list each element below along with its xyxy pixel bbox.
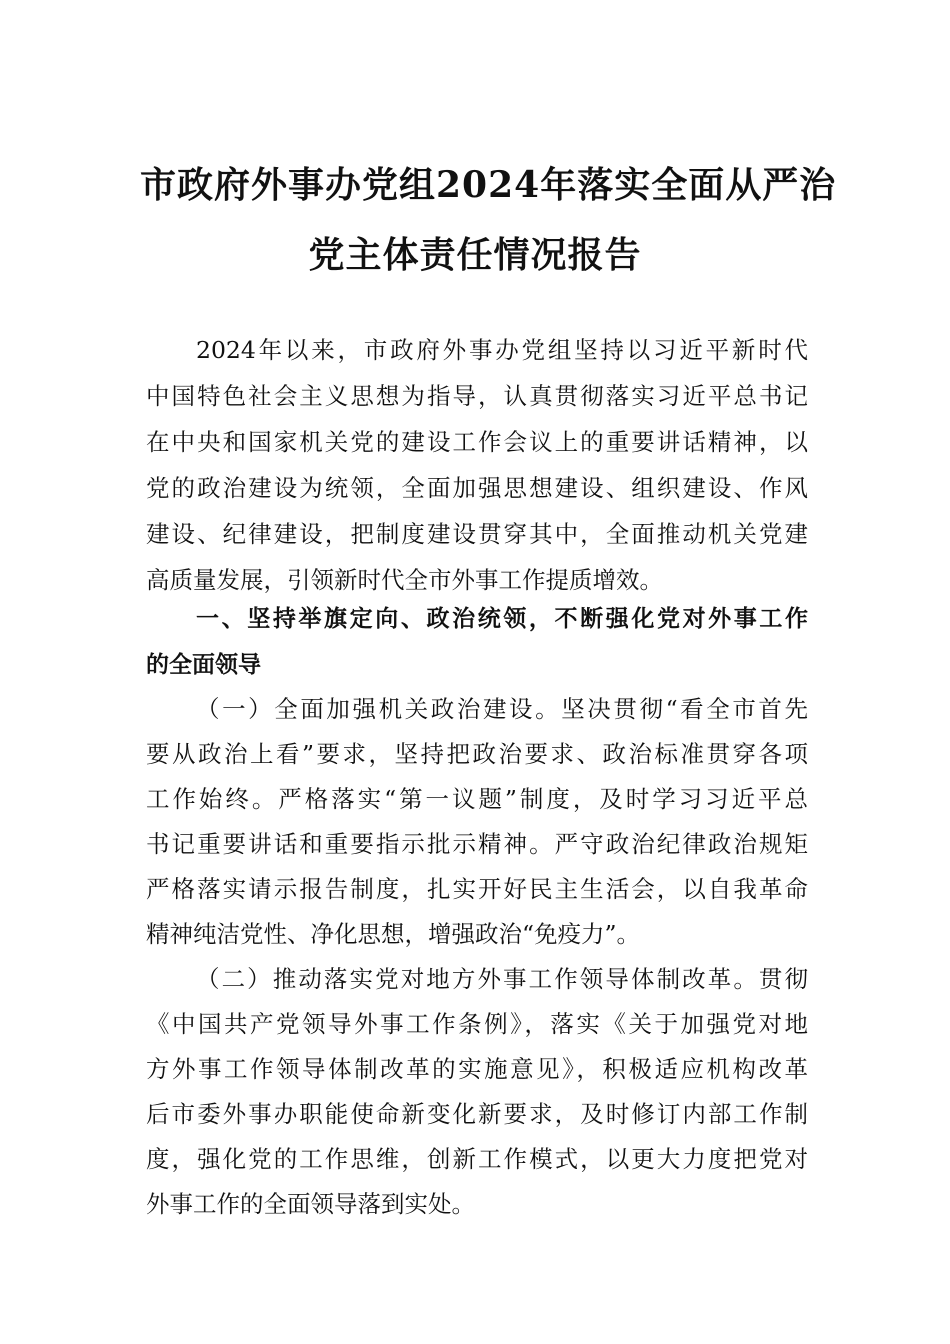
document-title-line-1: 市政府外事办党组2024年落实全面从严治 bbox=[140, 164, 837, 206]
section-heading-line: 的全面领导 bbox=[146, 652, 261, 678]
subsection-1-text: 坚决贯彻“看全市首先 bbox=[561, 695, 809, 723]
subsection-2-line: 外事工作的全面领导落到实处。 bbox=[146, 1190, 475, 1218]
intro-line: 中国特色社会主义思想为指导，认真贯彻落实习近平总书记 bbox=[146, 382, 808, 410]
section-heading-line: 一、坚持举旗定向、政治统领，不断强化党对外事工作 bbox=[196, 606, 808, 632]
subsection-1-heading: （一）全面加强机关政治建设。 bbox=[196, 695, 562, 723]
subsection-1-line: 书记重要讲话和重要指示批示精神。严守政治纪律政治规矩 bbox=[146, 830, 808, 858]
subsection-2-line: 方外事工作领导体制改革的实施意见》，积极适应机构改革 bbox=[146, 1055, 808, 1083]
intro-line: 高质量发展，引领新时代全市外事工作提质增效。 bbox=[146, 566, 663, 594]
subsection-1-line: 要从政治上看”要求，坚持把政治要求、政治标准贯穿各项 bbox=[146, 740, 808, 768]
subsection-2-first-line bbox=[196, 964, 808, 994]
document-title-line-2: 党主体责任情况报告 bbox=[308, 234, 642, 276]
subsection-1-line: 精神纯洁党性、净化思想，增强政治“免疫力”。 bbox=[146, 920, 641, 948]
subsection-1-line: 严格落实请示报告制度，扎实开好民主生活会，以自我革命 bbox=[146, 875, 808, 903]
subsection-2-text: 贯彻 bbox=[758, 965, 809, 993]
intro-line: 党的政治建设为统领，全面加强思想建设、组织建设、作风 bbox=[146, 474, 808, 502]
intro-line: 建设、纪律建设，把制度建设贯穿其中，全面推动机关党建 bbox=[146, 520, 808, 548]
subsection-1-first-line bbox=[196, 694, 808, 724]
intro-line: 在中央和国家机关党的建设工作会议上的重要讲话精神，以 bbox=[146, 428, 808, 456]
subsection-2-heading: （二）推动落实党对地方外事工作领导体制改革。 bbox=[196, 965, 759, 993]
subsection-2-line: 《中国共产党领导外事工作条例》，落实《关于加强党对地 bbox=[146, 1010, 808, 1038]
subsection-1-line: 工作始终。严格落实“第一议题”制度，及时学习习近平总 bbox=[146, 785, 808, 813]
subsection-2-line: 后市委外事办职能使命新变化新要求，及时修订内部工作制 bbox=[146, 1100, 808, 1128]
subsection-2-line: 度，强化党的工作思维，创新工作模式，以更大力度把党对 bbox=[146, 1145, 808, 1173]
intro-line: 2024年以来，市政府外事办党组坚持以习近平新时代 bbox=[196, 336, 808, 364]
